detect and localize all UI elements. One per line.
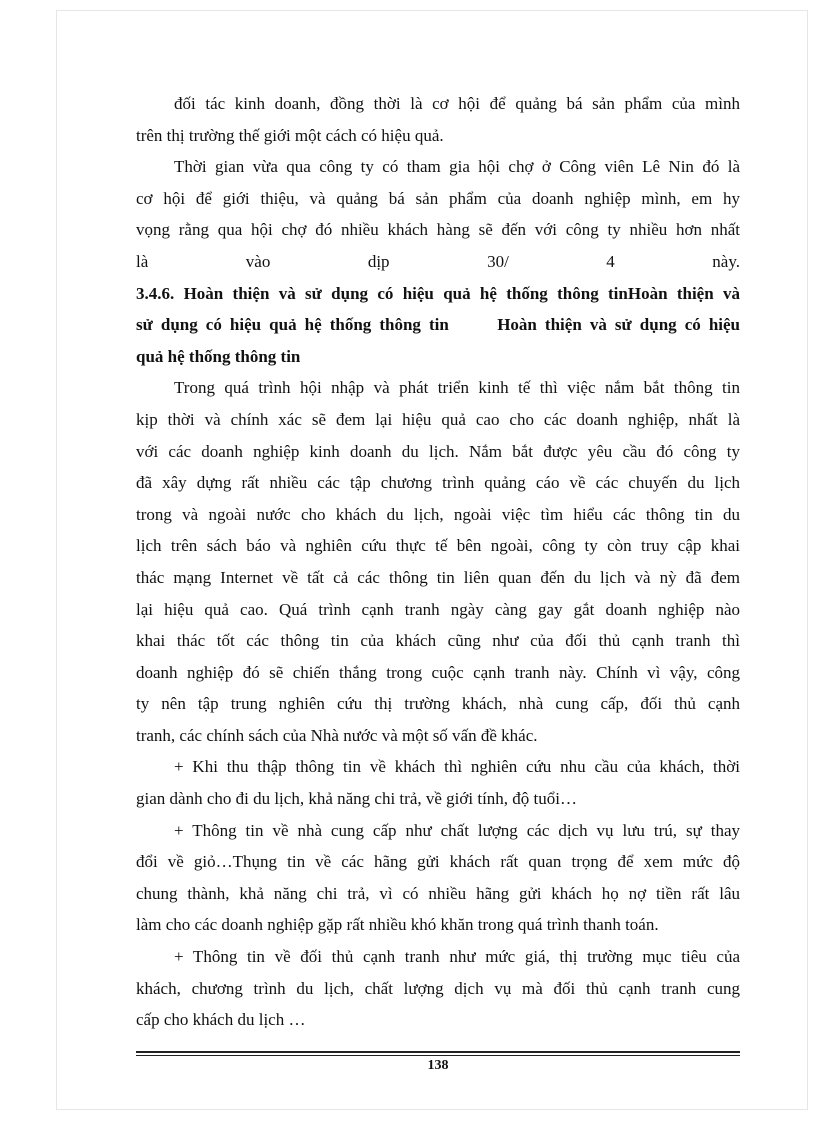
paragraph-customer-info <box>136 751 740 814</box>
text-line: cơ hội để giới thiệu, và quảng bá sản phẩm của doanh nghiệp mình, em hy <box>136 188 740 208</box>
text-line: vọng rằng qua hội chợ đó nhiều khách hàng sẽ đến với công ty nhiều hơn nhất <box>136 220 740 240</box>
text-line: + Thông tin về đối thủ cạnh tranh như mức giá, thị trường mục tiêu của <box>174 947 740 967</box>
text-line: đối tác kinh doanh, đồng thời là cơ hội để quảng bá sản phẩm của mình <box>174 94 740 113</box>
text-line: làm cho các doanh nghiệp gặp rất nhiều khó khăn trong quá trình thanh toán. <box>136 915 659 935</box>
spread-word: dịp <box>367 251 390 271</box>
text-line: chung thành, khả năng chi trả, vì có nhiều hãng gửi khách họ nợ tiền rất lâu <box>136 883 740 903</box>
text-line: trong và ngoài nước cho khách du lịch, ngoài việc tìm hiểu các thông tin du <box>136 504 740 524</box>
footer-rule-thick <box>136 1051 740 1053</box>
page-number: 138 <box>427 1058 449 1073</box>
document-body <box>136 88 740 1036</box>
text-line: gian dành cho đi du lịch, khả năng chi trả, về giới tính, độ tuổi… <box>136 789 577 809</box>
text-line: trên thị trường thế giới một cách có hiệu quả. <box>136 125 444 145</box>
text-line: khai thác tốt các thông tin của khách cũng như của đối thủ cạnh tranh thì <box>136 631 740 651</box>
text-line: + Khi thu thập thông tin về khách thì nghiên cứu nhu cầu của khách, thời <box>174 757 740 777</box>
heading-line: quả hệ thống thông tin <box>136 346 301 366</box>
text-line: tranh, các chính sách của Nhà nước và một số vấn đề khác. <box>136 725 538 745</box>
section-heading <box>136 278 740 373</box>
text-line: lịch trên sách báo và nghiên cứu thực tế bên ngoài, công ty còn truy cập khai <box>136 536 740 556</box>
text-line: đã xây dựng rất nhiều các tập chương trình quảng cáo về các chuyến du lịch <box>136 473 740 493</box>
spread-word: vào <box>245 251 271 271</box>
spread-word: này. <box>712 251 740 271</box>
text-line: khách, chương trình du lịch, chất lượng dịch vụ mà đối thủ cạnh tranh cung <box>136 978 740 998</box>
text-line: cấp cho khách du lịch … <box>136 1010 306 1030</box>
spread-word: 4 <box>606 251 615 271</box>
spread-line <box>136 246 740 278</box>
text-line: với các doanh nghiệp kinh doanh du lịch. Nắm bắt được yêu cầu đó công ty <box>136 441 740 461</box>
heading-line: sử dụng có hiệu quả hệ thống thông tin Hoàn thiện và sử dụng có hiệu <box>136 315 740 335</box>
text-line: doanh nghiệp đó sẽ chiến thắng trong cuộc cạnh tranh này. Chính vì vậy, công <box>136 662 740 682</box>
text-line: kịp thời và chính xác sẽ đem lại hiệu quả cao cho các doanh nghiệp, nhất là <box>136 409 740 429</box>
text-line: đổi về giỏ…Thụng tin về các hãng gửi khách rất quan trọng để xem mức độ <box>136 852 740 872</box>
text-line: Trong quá trình hội nhập và phát triển kinh tế thì việc nắm bắt thông tin <box>174 378 740 398</box>
spread-word: là <box>136 251 149 271</box>
text-line: Thời gian vừa qua công ty có tham gia hội chợ ở Công viên Lê Nin đó là <box>174 157 740 177</box>
paragraph-continuation <box>136 88 740 151</box>
heading-line: 3.4.6. Hoàn thiện và sử dụng có hiệu quả hệ thống thông tinHoàn thiện và <box>136 283 740 303</box>
paragraph-information <box>136 372 740 751</box>
text-line: thác mạng Internet về tất cả các thông tin liên quan đến du lịch và nỳ đã đem <box>136 567 740 587</box>
paragraph-trade-fair <box>136 151 740 277</box>
spread-word: 30/ <box>487 251 509 271</box>
text-line: ty nên tập trung nghiên cứu thị trường khách, nhà cung cấp, đối thủ cạnh <box>136 694 740 714</box>
paragraph-competitor-info <box>136 941 740 1036</box>
text-line: + Thông tin về nhà cung cấp như chất lượng các dịch vụ lưu trú, sự thay <box>174 820 740 840</box>
paragraph-supplier-info <box>136 815 740 941</box>
text-line: lại hiệu quả cao. Quá trình cạnh tranh ngày càng gay gắt doanh nghiệp nào <box>136 599 740 619</box>
